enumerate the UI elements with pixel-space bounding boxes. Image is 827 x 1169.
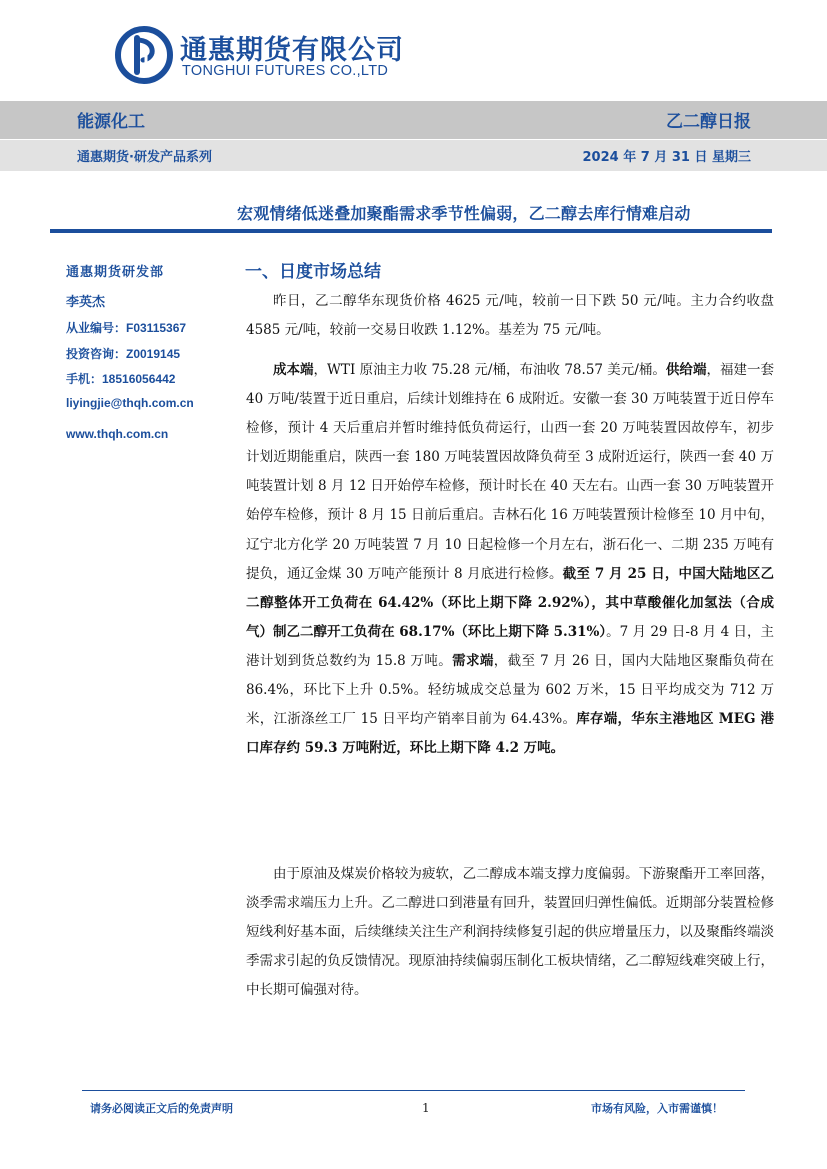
footer-rule xyxy=(82,1090,745,1091)
paragraph-price-summary: 昨日，乙二醇华东现货价格 4625 元/吨，较前一日下跌 50 元/吨。主力合约收盘 4585 元/吨，较前一交易日收跌 1.12%。基差为 75 元/吨。 xyxy=(246,293,774,339)
report-category: 能源化工 xyxy=(77,112,145,132)
sidebar-phone: 手机：18516056442 xyxy=(66,372,176,386)
inventory-text: 库存端，华东主港地区 MEG 港口库存约 59.3 万吨附近，环比上期下降 4.2 万吨。 xyxy=(246,711,775,757)
sidebar-practice-no: 从业编号：F03115367 xyxy=(66,321,187,335)
cost-label: 成本端 xyxy=(273,362,314,378)
supply-operating-rate: 截至 7 月 25 日，中国大陆地区乙二醇整体开工负荷在 64.42%（环比上期下降 2.92%），其中草酸催化加氢法（合成气）制乙二醇开工负荷在 68.17%（环比上期下降 5.31%） xyxy=(246,565,774,640)
cost-text: ，WTI 原油主力收 75.28 元/桶，布油收 78.57 美元/桶。 xyxy=(313,362,666,378)
footer-risk-warning: 市场有风险，入市需谨慎！ xyxy=(591,1102,723,1115)
report-type: 乙二醇日报 xyxy=(666,112,751,132)
supply-label: 供给端 xyxy=(665,362,707,378)
headline-rule xyxy=(50,229,772,233)
sidebar-website[interactable]: www.thqh.com.cn xyxy=(66,427,169,441)
report-series: 通惠期货·研发产品系列 xyxy=(77,150,212,165)
header-divider xyxy=(0,139,827,140)
supply-text: ，福建一套 40 万吨/装置于近日重启，后续计划维持在 6 成附近。安徽一套 30 万吨装置于近日停车检修，预计 4 天后重启并暂时维持低负荷运行，山西一套 20 万吨装置因故停车，初步计划近期能重启，陕西一套 180 万吨装置因故降负荷至 3 成附近运行，陕西一套 40 万吨装置计划 8 月 12 日开始停车检修，预计时长在 40 天左右。山西一套 30 万吨装置开始停车检修，预计 8 月 15 日前后重启。吉林石化 16 万吨装置预计检修至 10 月中旬，辽宁北方化学 20 万吨装置 7 月 10 日起检修一个月左右，浙石化一、二期 235 万吨有提负，通辽金煤 30 万吨产能预计 8 月底进行检修。 xyxy=(246,362,775,582)
report-headline: 宏观情绪低迷叠加聚酯需求季节性偏弱，乙二醇去库行情难启动 xyxy=(237,204,691,223)
company-name-cn: 通惠期货有限公司 xyxy=(180,35,404,66)
report-date: 2024 年 7 月 31 日 星期三 xyxy=(582,150,751,165)
port-arrival-text: 。7 月 29 日-8 月 4 日，主港计划到货总数约为 15.8 万吨。 xyxy=(246,623,774,669)
tonghui-logo-icon xyxy=(115,26,173,84)
demand-label: 需求端 xyxy=(452,652,494,669)
footer-disclaimer: 请务必阅读正文后的免责声明 xyxy=(90,1102,233,1115)
footer-page-number: 1 xyxy=(422,1101,430,1115)
sidebar-analyst: 李英杰 xyxy=(66,295,106,310)
sidebar-consult-no: 投资咨询：Z0019145 xyxy=(66,347,181,361)
sidebar-email[interactable]: liyingjie@thqh.com.cn xyxy=(66,396,194,410)
sidebar-department: 通惠期货研发部 xyxy=(66,265,165,280)
company-name-en: TONGHUI FUTURES CO.,LTD xyxy=(182,63,389,79)
section-title: 一、日度市场总结 xyxy=(245,262,381,282)
paragraph-fundamentals xyxy=(246,356,774,763)
demand-text: ，截至 7 月 26 日，国内大陆地区聚酯负荷在 86.4%，环比下上升 0.5%。轻纺城成交总量为 602 万米，15 日平均成交为 712 万米，江浙涤丝工厂 15 日平均产销率目前为 64.43%。 xyxy=(246,652,774,728)
paragraph-outlook: 由于原油及煤炭价格较为疲软，乙二醇成本端支撑力度偏弱。下游聚酯开工率回落，淡季需求端压力上升。乙二醇进口到港量有回升，装置回归弹性偏低。近期部分装置检修短线利好基本面，后续继续关注生产利润持续修复引起的供应增量压力，以及聚酯终端淡季需求引起的负反馈情况。现原油持续偏弱压制化工板块情绪，乙二醇短线难突破上行，中长期可偏强对待。 xyxy=(246,866,774,999)
